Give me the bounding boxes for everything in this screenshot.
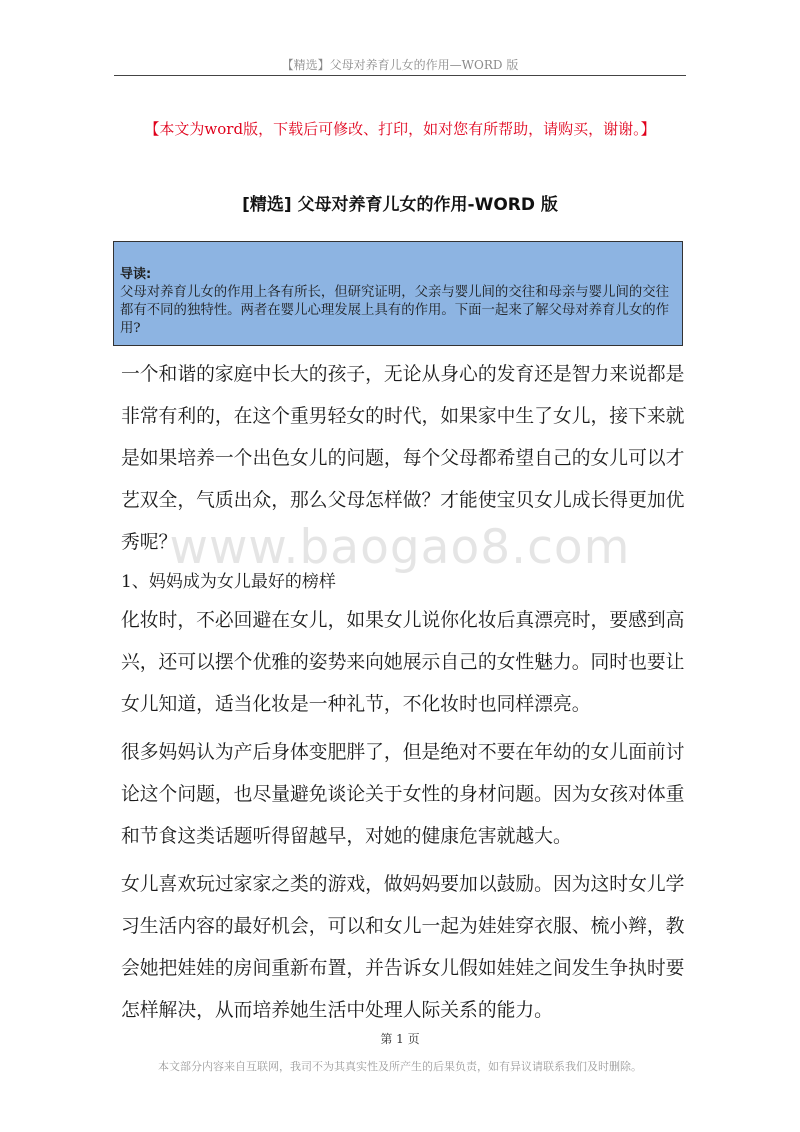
paragraph-body-image: 很多妈妈认为产后身体变肥胖了，但是绝对不要在年幼的女儿面前讨论这个问题，也尽量避免谈论关于女性的身材问题。因为女孩对体重和节食这类话题听得留越早，对她的健康危害就越大。 <box>121 742 685 847</box>
paragraph-intro: 一个和谐的家庭中长大的孩子，无论从身心的发育还是智力来说都是非常有利的，在这个重男轻女的时代，如果家中生了女儿，接下来就是如果培养一个出色女儿的问题，每个父母都希望自己的女儿可以才艺双全，气质出众，那么父母怎样做？才能使宝贝女儿成长得更加优秀呢？ <box>121 364 685 553</box>
page-number: 第 1 页 <box>380 1032 420 1046</box>
guide-box <box>113 241 683 346</box>
running-header: 【精选】父母对养育儿女的作用—WORD 版 <box>281 58 519 72</box>
footer-disclaimer: 本文部分内容来自互联网，我司不为其真实性及所产生的后果负责，如有异议请联系我们及时删除。 <box>158 1060 642 1073</box>
guide-label: 导读: <box>120 267 152 282</box>
watermark: www.baogao8.com <box>169 520 631 575</box>
header-divider <box>114 75 686 76</box>
section-heading: 1、妈妈成为女儿最好的榜样 <box>121 572 336 592</box>
paragraph-makeup: 化妆时，不必回避在女儿，如果女儿说你化妆后真漂亮时，要感到高兴，还可以摆个优雅的姿势来向她展示自己的女性魅力。同时也要让女儿知道，适当化妆是一种礼节，不化妆时也同样漂亮。 <box>121 610 685 715</box>
document-title: [精选] 父母对养育儿女的作用-WORD 版 <box>242 195 558 215</box>
purchase-notice: 【本文为word版，下载后可修改、打印，如对您有所帮助，请购买，谢谢。】 <box>144 120 656 138</box>
document-body <box>121 354 686 1038</box>
guide-text: 父母对养育儿女的作用上各有所长，但研究证明，父亲与婴儿间的交往和母亲与婴儿间的交往都有不同的独特性。两者在婴儿心理发展上具有的作用。下面一起来了解父母对养育儿女的作用? <box>120 285 670 336</box>
paragraph-play-house: 女儿喜欢玩过家家之类的游戏，做妈妈要加以鼓励。因为这时女儿学习生活内容的最好机会，可以和女儿一起为娃娃穿衣服、梳小辫，教会她把娃娃的房间重新布置，并告诉女儿假如娃娃之间发生争执时要怎样解决，从而培养她生活中处理人际关系的能力。 <box>121 874 685 1021</box>
